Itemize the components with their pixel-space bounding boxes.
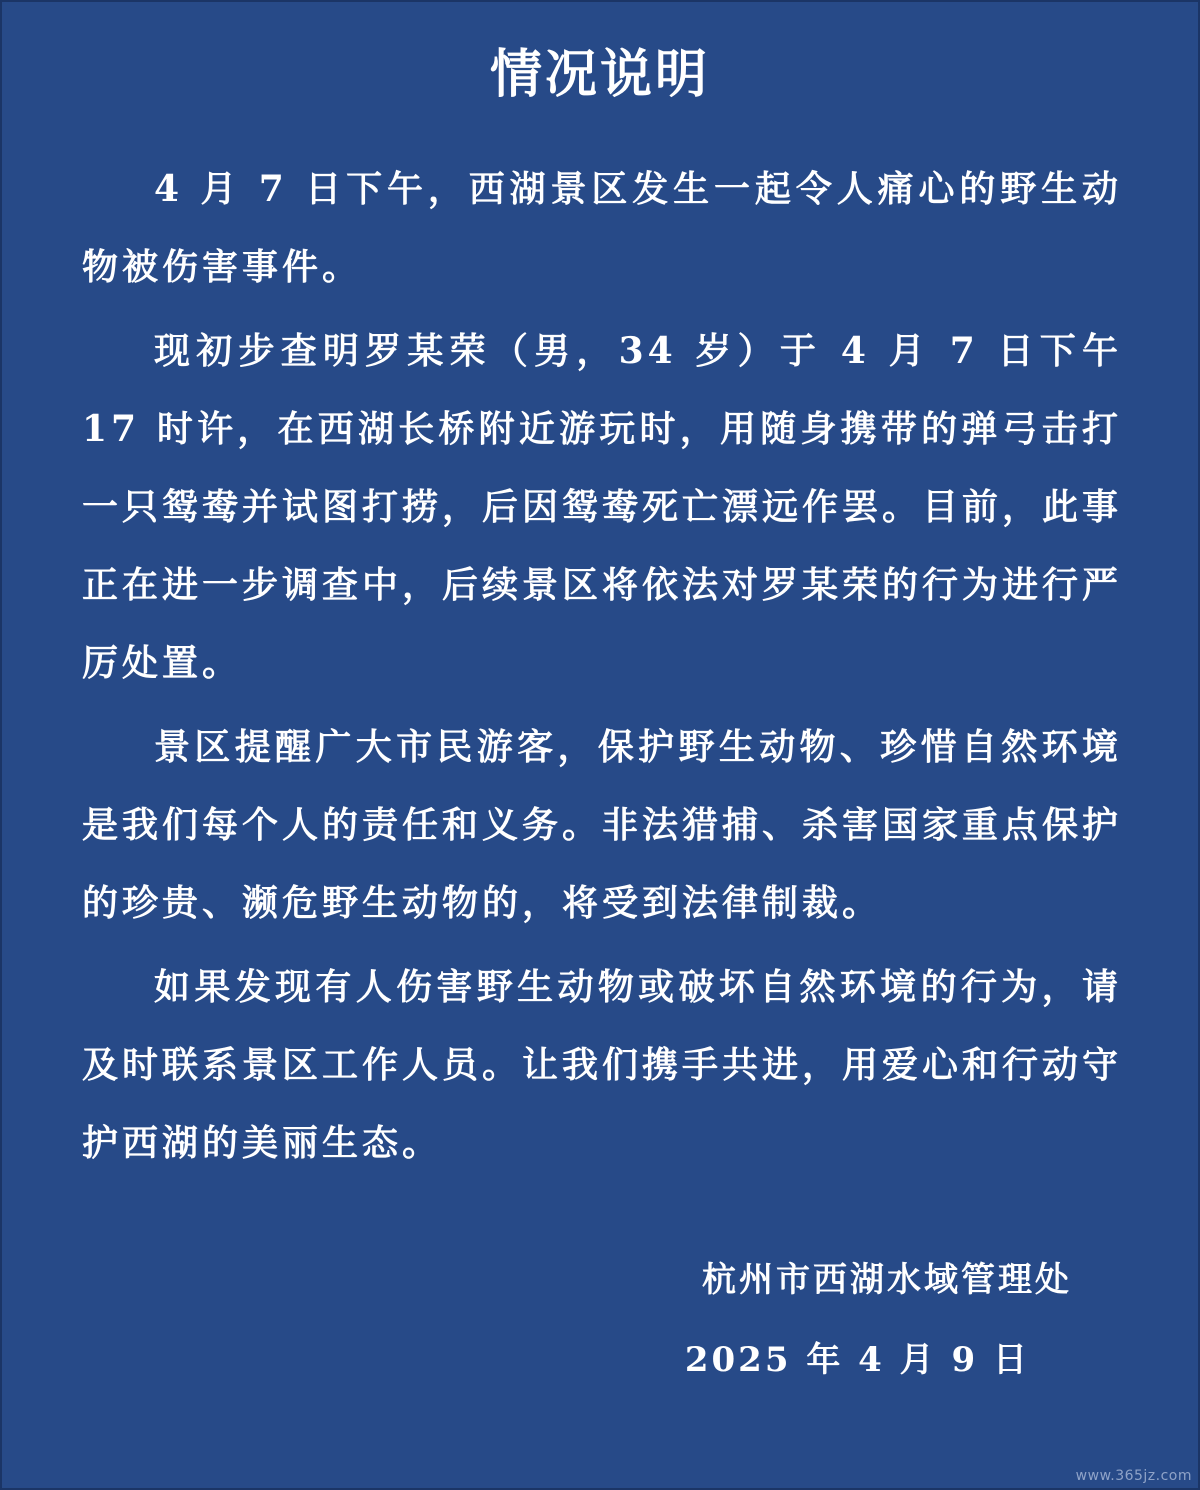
notice-body: [82, 150, 1122, 1182]
site-watermark: www.365jz.com: [1075, 1468, 1192, 1484]
notice-title: 情况说明: [489, 45, 710, 105]
issuer-signature: 杭州市西湖水域管理处: [702, 1260, 1072, 1300]
paragraph-reminder: 景区提醒广大市民游客，保护野生动物、珍惜自然环境是我们每个人的责任和义务。非法猎捕、杀害国家重点保护的珍贵、濒危野生动物的，将受到法律制裁。: [82, 726, 1123, 924]
paragraph-incident: 4 月 7 日下午，西湖景区发生一起令人痛心的野生动物被伤害事件。: [82, 168, 1122, 288]
paragraph-call-to-action: 如果发现有人伤害野生动物或破坏自然环境的行为，请及时联系景区工作人员。让我们携手共进，用爱心和行动守护西湖的美丽生态。: [82, 966, 1123, 1164]
paragraph-investigation: 现初步查明罗某荣（男，34 岁）于 4 月 7 日下午 17 时许，在西湖长桥附近游玩时，用随身携带的弹弓击打一只鸳鸯并试图打捞，后因鸳鸯死亡漂远作罢。目前，此事正在进一步调查中，后续景区将依法对罗某荣的行为进行严厉处置。: [82, 330, 1123, 684]
issue-date: 2025 年 4 月 9 日: [684, 1340, 1030, 1380]
